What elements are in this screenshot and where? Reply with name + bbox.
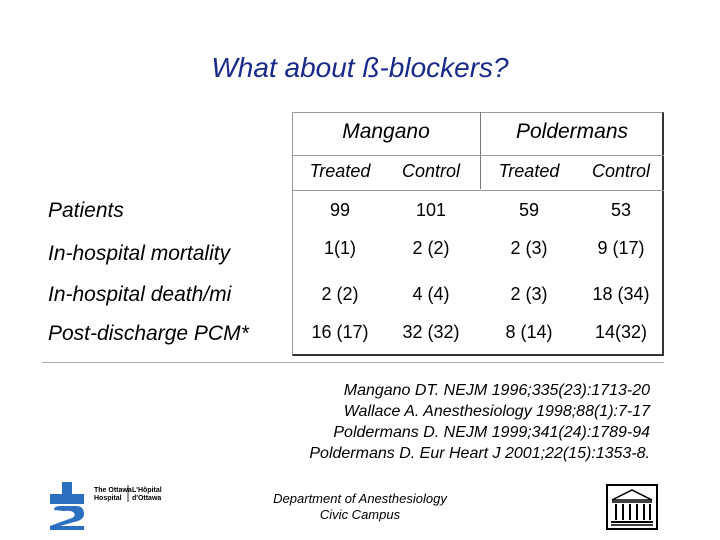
logo-text: Hospital — [94, 495, 122, 502]
logo-text: The Ottawa — [94, 487, 132, 494]
logo-cross-top — [62, 482, 72, 494]
subheader-poldermans-treated: Treated — [498, 161, 560, 181]
table-bottom-rule — [42, 362, 664, 363]
table-cell: 18 (34) — [592, 284, 650, 304]
reference-item: Mangano DT. NEJM 1996;335(23):1713-20 — [343, 382, 650, 399]
table-cell: 4 (4) — [412, 284, 450, 304]
reference-item: Wallace A. Anesthesiology 1998;88(1):7-17 — [343, 403, 650, 420]
university-building-icon — [606, 484, 658, 530]
table-cell: 101 — [415, 200, 447, 220]
footer-line-2: Civic Campus — [319, 507, 401, 522]
table-frame — [292, 112, 664, 356]
table-cell: 59 — [518, 200, 540, 220]
row-label-in-hospital-death: In-hospital death/mi — [48, 283, 232, 306]
logo-text: L'Hôpital — [132, 487, 162, 494]
logo-cross-bar — [50, 494, 84, 504]
slide-title: What about ß-blockers? — [211, 52, 509, 83]
reference-item: Poldermans D. NEJM 1999;341(24):1789-94 — [333, 424, 650, 441]
table-cell: 2 (2) — [412, 238, 450, 258]
table-cell: 9 (17) — [597, 238, 645, 258]
table-cell: 1(1) — [323, 238, 356, 258]
table-cell: 14(32) — [594, 322, 648, 342]
logo-text: d'Ottawa — [132, 495, 162, 502]
header-divider — [292, 155, 664, 156]
row-label-patients: Patients — [48, 199, 124, 222]
subheader-mangano-treated: Treated — [309, 161, 371, 181]
footer-line-1: Department of Anesthesiology — [273, 491, 447, 506]
references — [309, 380, 650, 464]
table-cell: 2 (3) — [510, 238, 548, 258]
ottawa-hospital-logo — [44, 480, 174, 530]
table-cell: 53 — [610, 200, 632, 220]
subheader-poldermans-control: Control — [591, 161, 651, 181]
table-cell: 32 (32) — [402, 322, 460, 342]
row-label-post-discharge-pcm: Post-discharge PCM* — [48, 322, 249, 345]
table-cell: 2 (3) — [510, 284, 548, 304]
group-header-poldermans: Poldermans — [515, 120, 629, 143]
reference-item: Poldermans D. Eur Heart J 2001;22(15):1353-8. — [309, 445, 650, 462]
table-cell: 99 — [329, 200, 351, 220]
subheader-mangano-control: Control — [401, 161, 461, 181]
table-cell: 2 (2) — [321, 284, 359, 304]
table-cell: 8 (14) — [505, 322, 553, 342]
table-cell: 16 (17) — [311, 322, 369, 342]
row-label-in-hospital-mortality: In-hospital mortality — [48, 242, 231, 265]
subheader-divider — [292, 190, 664, 191]
group-header-mangano: Mangano — [342, 120, 430, 143]
logo-symbol — [50, 506, 84, 530]
